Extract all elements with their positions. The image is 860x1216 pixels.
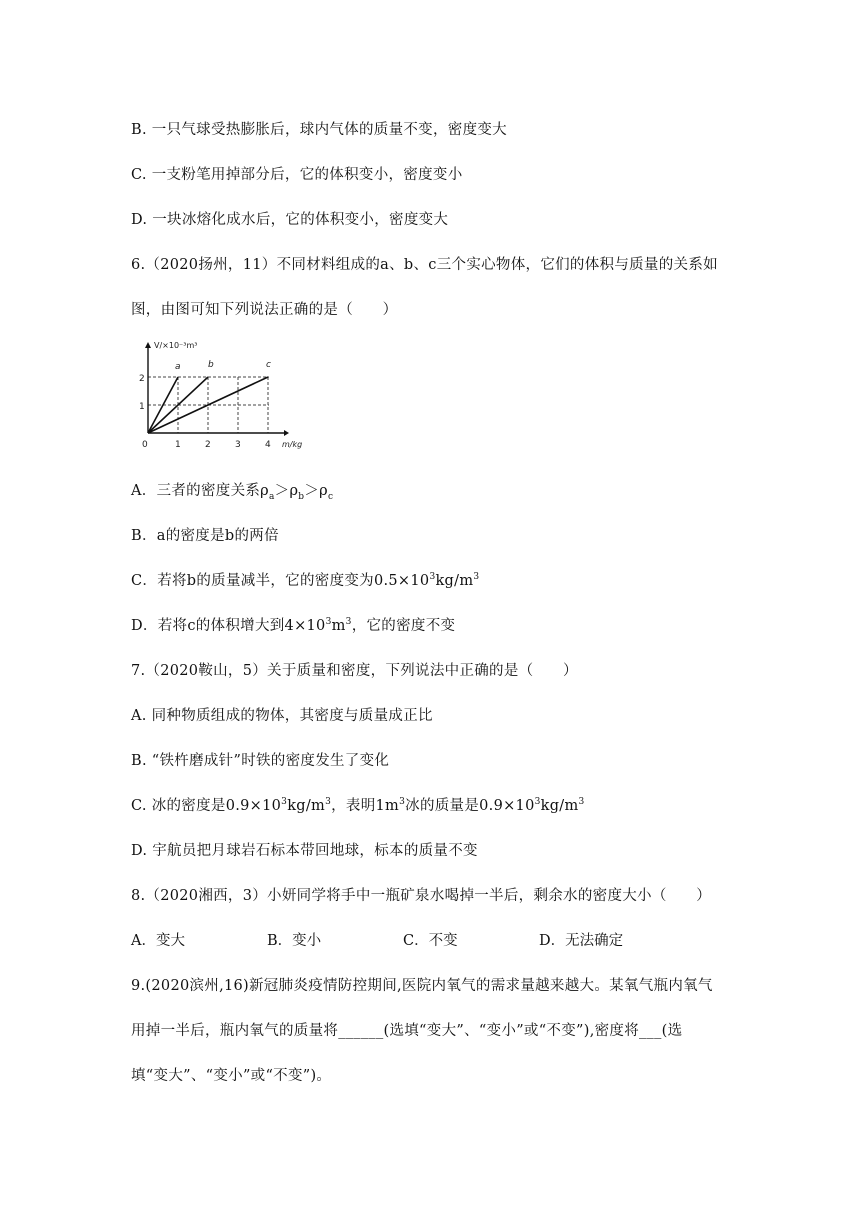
q8-option-a: A．变大 [131, 933, 185, 949]
y-tick-2: 2 [139, 374, 145, 384]
x-tick-1: 1 [175, 440, 181, 450]
q9-line1: 9.(2020滨州,16)新冠肺炎疫情防控期间,医院内氧气的需求量越来越大。某氧气瓶内氧气 [131, 978, 713, 994]
q8-options [131, 929, 731, 949]
q7-option-a: A. 同种物质组成的物体，其密度与质量成正比 [131, 708, 433, 724]
q6-option-a: A．三者的密度关系$\rho_a>\rho_b>\rho_c$ [131, 483, 334, 502]
q6-option-b: B．a的密度是b的两倍 [131, 528, 279, 544]
q6-option-c: C．若将b的质量减半，它的密度变为$0.5\times 10^3kg/m^3$ [131, 572, 480, 589]
q7-option-d: D. 宇航员把月球岩石标本带回地球，标本的质量不变 [131, 843, 478, 859]
q9-line3: 填“变大”、“变小”或“不变”)。 [131, 1068, 332, 1084]
volume-mass-graph [139, 337, 309, 455]
graph-x-axis-label: m/kg [282, 440, 303, 449]
q8-option-c: C．不变 [403, 933, 458, 949]
q6-option-d: D．若将c的体积增大到$4\times 10^3m^3$，它的密度不变 [131, 617, 456, 634]
q9-line2: 用掉一半后，瓶内氧气的质量将______(选填“变大”、“变小”或“不变”),密度将___(选 [131, 1023, 683, 1039]
x-tick-4: 4 [265, 440, 271, 450]
line-b-label: b [208, 360, 214, 370]
q7-stem: 7.（2020鞍山，5）关于质量和密度，下列说法中正确的是（ ） [131, 663, 578, 679]
q7-option-b: B. “铁杵磨成针”时铁的密度发生了变化 [131, 753, 390, 769]
q6-stem-line1: 6.（2020扬州，11）不同材料组成的a、b、c三个实心物体，它们的体积与质量的关系如 [131, 257, 718, 273]
origin-label: 0 [142, 440, 148, 450]
line-c-label: c [266, 360, 271, 370]
y-tick-1: 1 [139, 402, 145, 412]
q6-stem-line2: 图，由图可知下列说法正确的是（ ） [131, 302, 398, 318]
q7-option-c: C. 冰的密度是$0.9\times 10^3kg/m^3$，表明$1m^3$冰的质量是$0.9\times 10^3kg/m^3$ [131, 797, 585, 814]
graph-y-axis-label: V/×10⁻³m³ [154, 341, 198, 350]
q8-option-d: D．无法确定 [539, 933, 624, 949]
q8-option-b: B．变小 [267, 933, 322, 949]
line-a-label: a [175, 362, 181, 372]
x-tick-2: 2 [205, 440, 211, 450]
q8-stem: 8.（2020湘西，3）小妍同学将手中一瓶矿泉水喝掉一半后，剩余水的密度大小（ ） [131, 888, 712, 904]
q5-option-c: C. 一支粉笔用掉部分后，它的体积变小，密度变小 [131, 167, 463, 183]
q5-option-b: B. 一只气球受热膨胀后，球内气体的质量不变，密度变大 [131, 122, 507, 138]
q5-option-d: D. 一块冰熔化成水后，它的体积变小，密度变大 [131, 212, 449, 228]
x-tick-3: 3 [235, 440, 241, 450]
